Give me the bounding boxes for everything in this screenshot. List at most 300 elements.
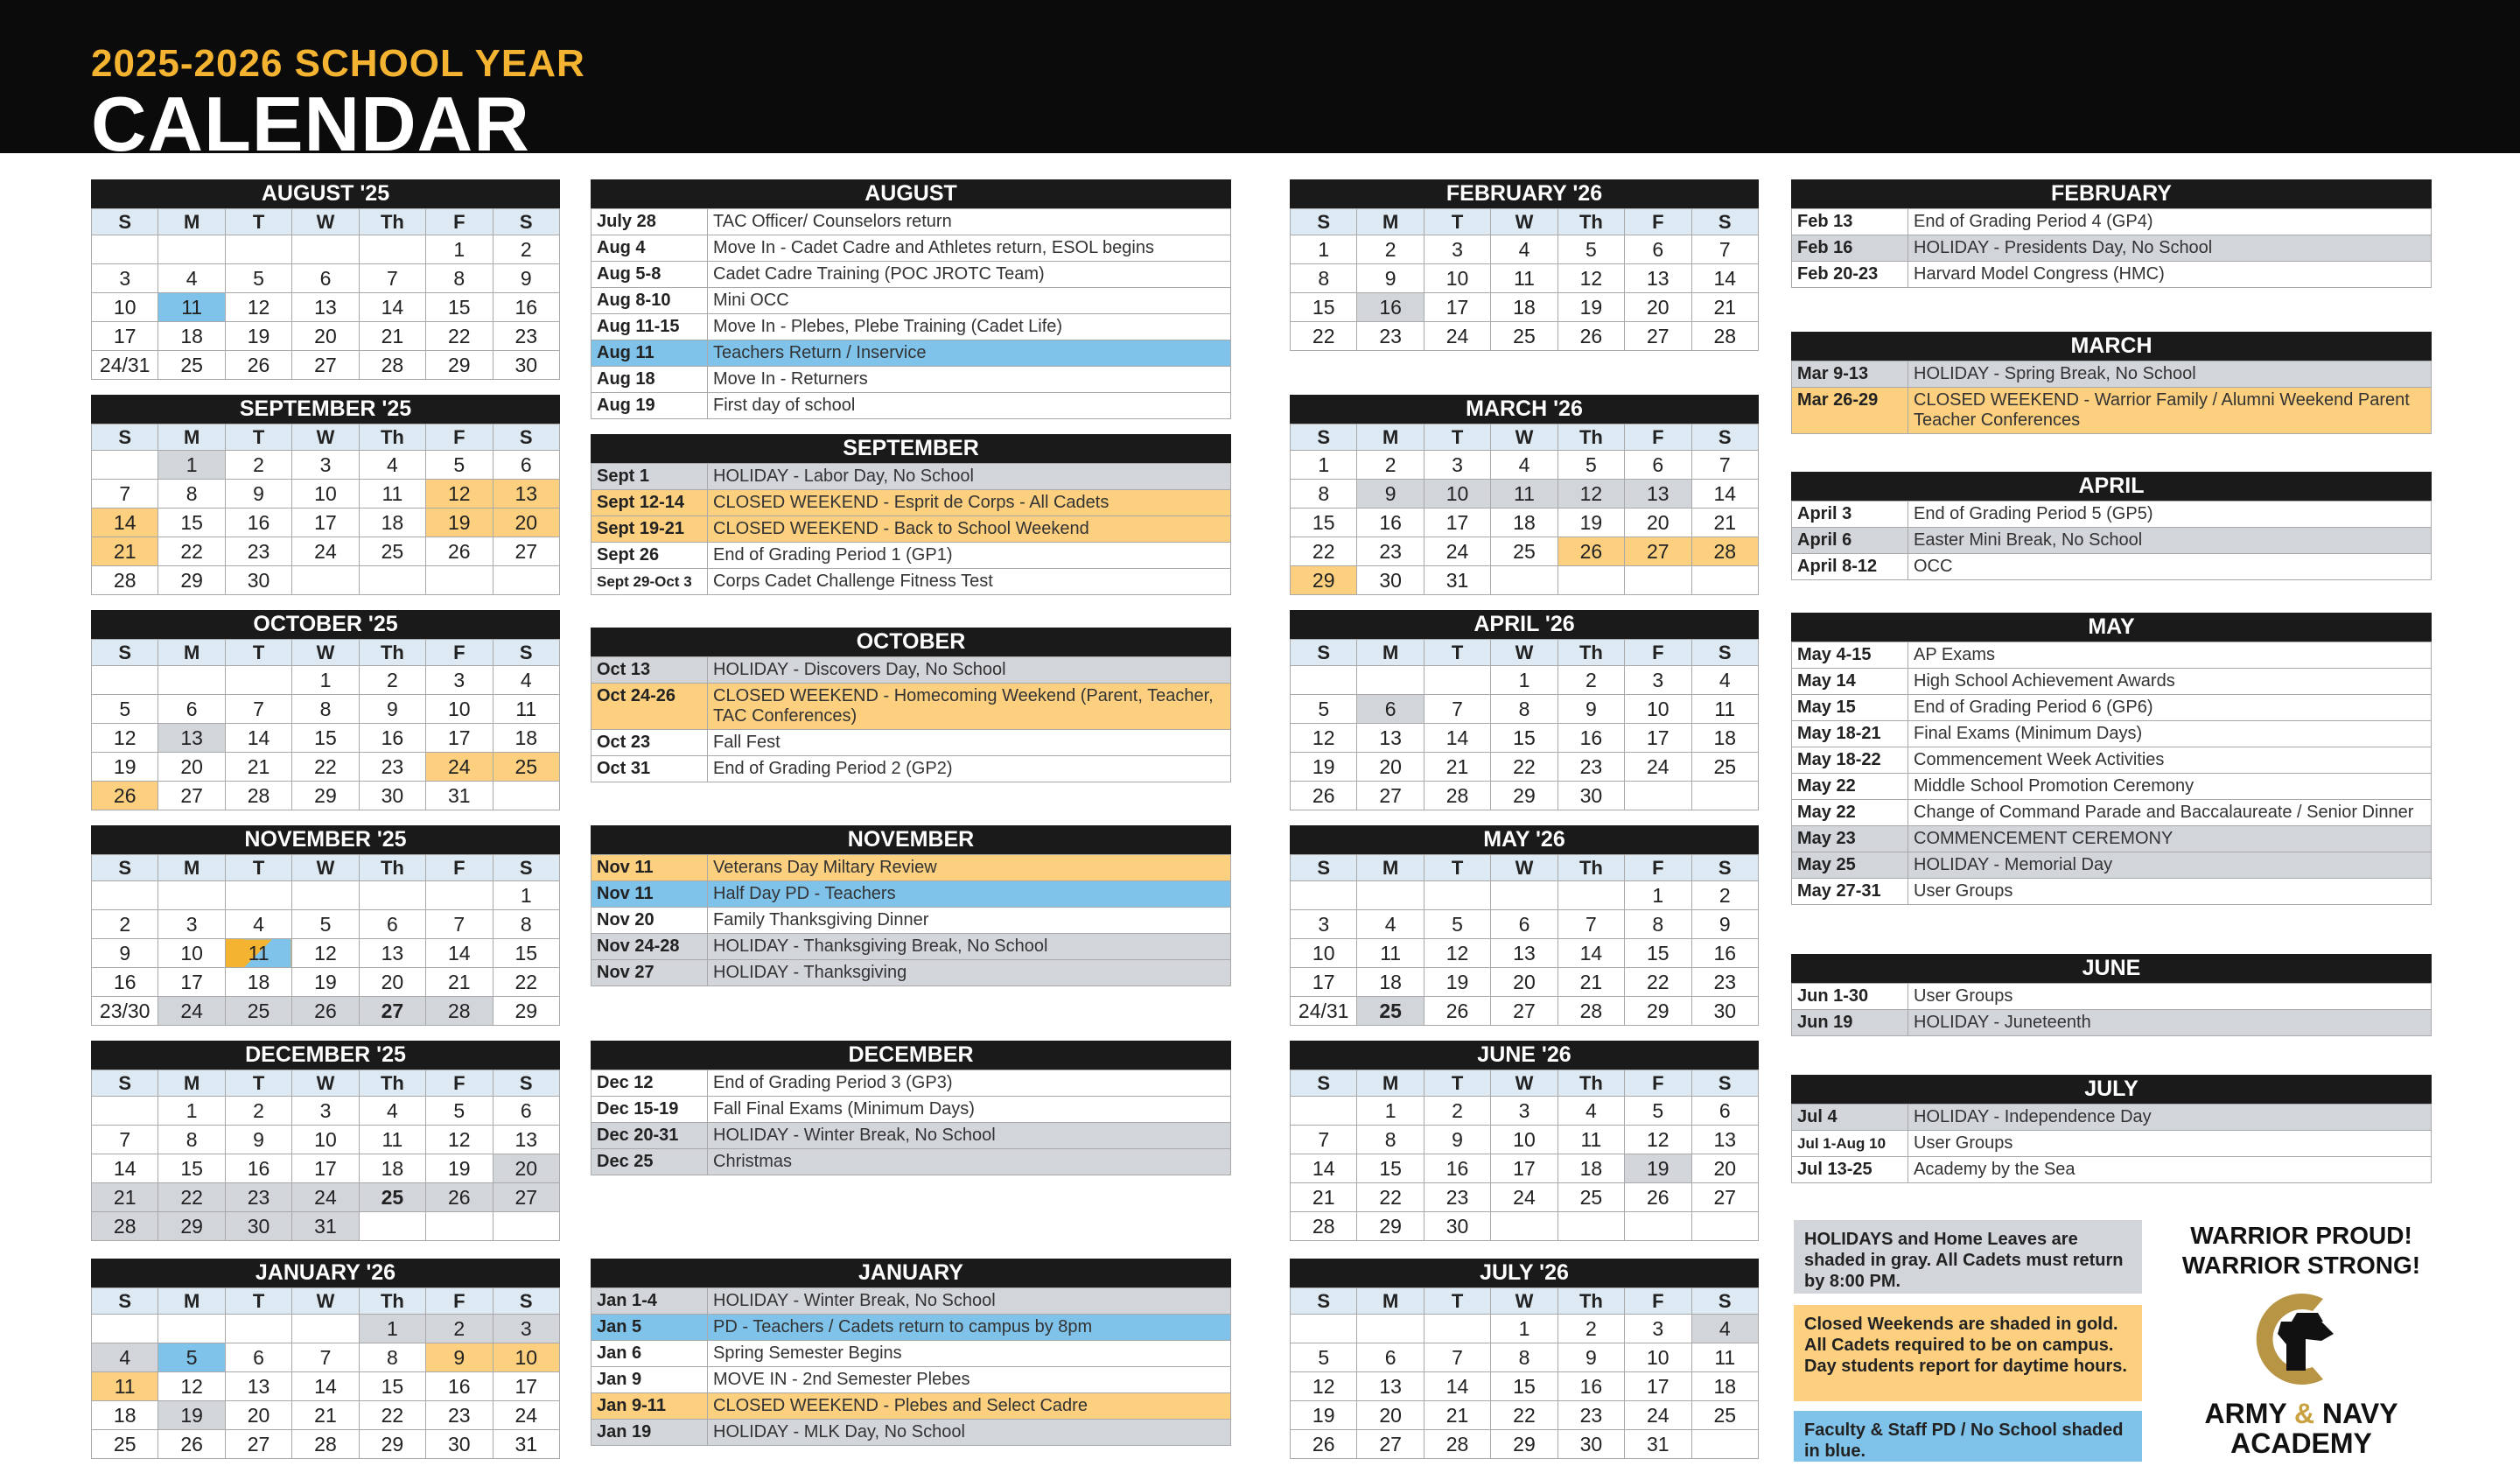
day-cell: 23 (359, 753, 425, 782)
day-cell: 4 (359, 1097, 425, 1126)
month-calendar-february-26 (1290, 179, 1759, 351)
day-cell: 27 (1357, 1430, 1424, 1459)
weekday-header: M (158, 855, 225, 881)
day-cell: 22 (359, 1401, 425, 1430)
day-cell: 1 (1625, 881, 1691, 910)
weekday-header: S (1291, 855, 1357, 881)
day-cell: 22 (158, 1183, 225, 1212)
day-cell: 19 (1291, 753, 1357, 782)
event-description: MOVE IN - 2nd Semester Plebes (708, 1367, 1231, 1393)
event-date: Aug 5-8 (592, 262, 708, 288)
event-description: Easter Mini Break, No School (1908, 528, 2432, 554)
month-calendar-november-25 (91, 825, 560, 1026)
month-calendar-september-25 (91, 395, 560, 595)
week-row (1291, 939, 1759, 968)
week-row (1291, 1315, 1759, 1343)
event-description: Veterans Day Miltary Review (708, 855, 1231, 881)
day-cell: 11 (1691, 1343, 1758, 1372)
day-cell: 24 (493, 1401, 559, 1430)
event-date: Dec 20-31 (592, 1123, 708, 1149)
slogan-line-2: WARRIOR STRONG! (2181, 1252, 2421, 1279)
day-cell: 3 (1291, 910, 1357, 939)
day-cell: 10 (1625, 695, 1691, 724)
event-description: CLOSED WEEKEND - Warrior Family / Alumni Weekend Parent Teacher Conferences (1908, 388, 2432, 434)
day-cell (292, 235, 359, 264)
event-description: HOLIDAY - Thanksgiving Break, No School (708, 934, 1231, 960)
event-description: Move In - Cadet Cadre and Athletes return, ESOL begins (708, 235, 1231, 262)
month-calendar-december-25 (91, 1041, 560, 1241)
events-month-title: NOVEMBER (591, 825, 1231, 854)
events-month-title: OCTOBER (591, 628, 1231, 656)
day-cell: 4 (158, 264, 225, 293)
day-cell: 7 (1424, 1343, 1490, 1372)
week-row (92, 997, 560, 1026)
weekday-header: F (1625, 1288, 1691, 1315)
day-cell: 12 (1291, 724, 1357, 753)
week-row (1291, 1372, 1759, 1401)
event-row (1792, 695, 2432, 721)
day-cell: 1 (493, 881, 559, 910)
event-description: HOLIDAY - Labor Day, No School (708, 464, 1231, 490)
day-cell: 19 (1625, 1154, 1691, 1183)
day-cell: 19 (1424, 968, 1490, 997)
day-cell (292, 1315, 359, 1343)
day-cell: 28 (92, 566, 158, 595)
weekday-header: F (426, 1288, 493, 1315)
day-cell: 13 (292, 293, 359, 322)
events-table (1791, 983, 2432, 1036)
week-row (1291, 695, 1759, 724)
events-table (591, 1070, 1231, 1175)
day-cell: 28 (92, 1212, 158, 1241)
academy-logo-icon (2236, 1287, 2367, 1392)
day-cell: 17 (426, 724, 493, 753)
day-cell: 22 (1357, 1183, 1424, 1212)
day-cell: 28 (1691, 322, 1758, 351)
day-cell: 9 (1558, 695, 1624, 724)
weekday-header: W (1491, 855, 1558, 881)
weekday-header: W (292, 640, 359, 666)
event-row (592, 934, 1231, 960)
day-cell: 21 (359, 322, 425, 351)
event-description: Move In - Returners (708, 367, 1231, 393)
day-cell: 23 (426, 1401, 493, 1430)
events-june (1791, 954, 2432, 1036)
day-cell: 3 (493, 1315, 559, 1343)
weekday-header: Th (359, 640, 425, 666)
day-cell: 20 (1357, 1401, 1424, 1430)
event-description: HOLIDAY - Thanksgiving (708, 960, 1231, 986)
week-row (92, 1126, 560, 1154)
events-month-title: JUNE (1791, 954, 2432, 983)
event-description: HOLIDAY - Winter Break, No School (708, 1123, 1231, 1149)
day-cell: 7 (1691, 235, 1758, 264)
day-cell: 25 (158, 351, 225, 380)
day-cell: 26 (225, 351, 291, 380)
week-row (92, 782, 560, 810)
day-cell: 15 (426, 293, 493, 322)
day-cell (225, 1315, 291, 1343)
weekday-header: W (1491, 209, 1558, 235)
month-title: JANUARY '26 (91, 1259, 560, 1287)
day-cell: 24 (158, 997, 225, 1026)
academy-word-army: ARMY (2204, 1398, 2287, 1429)
week-row (1291, 566, 1759, 595)
week-row (92, 264, 560, 293)
day-cell: 11 (359, 480, 425, 509)
event-description: AP Exams (1908, 642, 2432, 669)
events-month-title: DECEMBER (591, 1041, 1231, 1070)
weekday-header: T (225, 424, 291, 451)
day-cell: 9 (92, 939, 158, 968)
event-date: Feb 16 (1792, 235, 1908, 262)
event-date: Jan 9 (592, 1367, 708, 1393)
week-row (1291, 968, 1759, 997)
day-cell: 16 (1357, 509, 1424, 537)
day-cell: 8 (292, 695, 359, 724)
weekday-header: Th (359, 1288, 425, 1315)
day-cell: 17 (1424, 509, 1490, 537)
day-cell: 18 (1691, 724, 1758, 753)
day-cell: 8 (1357, 1126, 1424, 1154)
day-cell: 17 (158, 968, 225, 997)
day-cell (1491, 881, 1558, 910)
day-cell: 13 (1357, 724, 1424, 753)
day-cell: 19 (1291, 1401, 1357, 1430)
day-cell: 18 (225, 968, 291, 997)
day-cell (1357, 666, 1424, 695)
day-cell: 5 (1625, 1097, 1691, 1126)
day-cell: 9 (1558, 1343, 1624, 1372)
event-row (592, 262, 1231, 288)
day-cell: 1 (1291, 451, 1357, 480)
event-description: End of Grading Period 3 (GP3) (708, 1070, 1231, 1097)
events-january (591, 1259, 1231, 1446)
event-date: Jan 19 (592, 1420, 708, 1446)
event-date: April 8-12 (1792, 554, 1908, 580)
month-calendar-april-26 (1290, 610, 1759, 810)
day-cell: 7 (1691, 451, 1758, 480)
month-title: JULY '26 (1290, 1259, 1759, 1287)
day-cell: 19 (426, 509, 493, 537)
academy-name (2135, 1399, 2468, 1458)
day-cell: 16 (225, 509, 291, 537)
day-cell (92, 881, 158, 910)
event-description: CLOSED WEEKEND - Homecoming Weekend (Parent, Teacher, TAC Conferences) (708, 684, 1231, 730)
day-cell: 23 (493, 322, 559, 351)
event-date: Nov 20 (592, 908, 708, 934)
day-cell: 8 (158, 1126, 225, 1154)
week-row (1291, 293, 1759, 322)
day-cell: 1 (359, 1315, 425, 1343)
day-cell: 16 (92, 968, 158, 997)
day-cell: 2 (1357, 451, 1424, 480)
day-cell: 14 (1424, 724, 1490, 753)
day-cell (493, 1212, 559, 1241)
day-cell: 17 (1491, 1154, 1558, 1183)
day-cell: 5 (426, 1097, 493, 1126)
day-cell: 28 (1291, 1212, 1357, 1241)
event-description: High School Achievement Awards (1908, 669, 2432, 695)
day-cell: 12 (1558, 480, 1624, 509)
week-row (92, 1401, 560, 1430)
day-cell: 28 (292, 1430, 359, 1459)
day-cell: 26 (1558, 537, 1624, 566)
weekday-header: S (92, 855, 158, 881)
event-date: Oct 13 (592, 657, 708, 684)
event-row (1792, 984, 2432, 1010)
event-date: May 14 (1792, 669, 1908, 695)
day-cell: 29 (493, 997, 559, 1026)
day-cell (493, 566, 559, 595)
day-cell: 26 (92, 782, 158, 810)
week-row (1291, 1430, 1759, 1459)
day-cell: 30 (225, 566, 291, 595)
day-cell: 31 (426, 782, 493, 810)
event-date: Jan 1-4 (592, 1288, 708, 1315)
weekday-header: M (1357, 855, 1424, 881)
day-cell: 6 (225, 1343, 291, 1372)
day-cell: 17 (92, 322, 158, 351)
day-cell: 16 (225, 1154, 291, 1183)
month-title: APRIL '26 (1290, 610, 1759, 639)
day-cell: 9 (426, 1343, 493, 1372)
day-cell: 6 (359, 910, 425, 939)
day-cell (1291, 666, 1357, 695)
day-cell: 5 (225, 264, 291, 293)
week-row (92, 666, 560, 695)
event-date: Oct 24-26 (592, 684, 708, 730)
day-cell: 7 (292, 1343, 359, 1372)
weekday-header: S (92, 1288, 158, 1315)
day-cell: 29 (359, 1430, 425, 1459)
day-cell: 21 (1424, 753, 1490, 782)
events-month-title: MAY (1791, 613, 2432, 642)
day-cell: 7 (92, 1126, 158, 1154)
day-cell: 20 (493, 1154, 559, 1183)
week-row (92, 293, 560, 322)
month-calendar-march-26 (1290, 395, 1759, 595)
event-date: Sept 26 (592, 543, 708, 569)
week-row (1291, 753, 1759, 782)
weekday-header: F (1625, 209, 1691, 235)
day-cell: 26 (1558, 322, 1624, 351)
day-cell: 18 (493, 724, 559, 753)
day-cell: 28 (426, 997, 493, 1026)
day-cell: 18 (158, 322, 225, 351)
day-cell: 14 (92, 509, 158, 537)
day-cell: 12 (225, 293, 291, 322)
event-date: May 22 (1792, 774, 1908, 800)
day-cell: 31 (292, 1212, 359, 1241)
events-table (591, 1287, 1231, 1446)
day-cell: 2 (225, 1097, 291, 1126)
day-cell: 9 (1357, 480, 1424, 509)
weekday-header: S (92, 209, 158, 235)
event-date: Oct 23 (592, 730, 708, 756)
day-cell: 2 (1424, 1097, 1490, 1126)
week-row (92, 235, 560, 264)
day-cell (1625, 782, 1691, 810)
event-row (592, 1123, 1231, 1149)
event-row (592, 490, 1231, 516)
weekday-header: S (1691, 209, 1758, 235)
day-cell: 23 (1558, 753, 1624, 782)
day-cell: 1 (158, 451, 225, 480)
day-cell: 23 (1424, 1183, 1490, 1212)
weekday-header: Th (1558, 855, 1624, 881)
event-row (592, 1341, 1231, 1367)
weekday-header: M (158, 1288, 225, 1315)
day-cell: 30 (225, 1212, 291, 1241)
day-cell: 13 (493, 480, 559, 509)
event-description: OCC (1908, 554, 2432, 580)
day-cell: 3 (1424, 451, 1490, 480)
day-cell (359, 566, 425, 595)
events-may (1791, 613, 2432, 905)
day-cell: 9 (359, 695, 425, 724)
day-cell: 5 (292, 910, 359, 939)
event-description: HOLIDAY - Discovers Day, No School (708, 657, 1231, 684)
day-cell: 24 (292, 1183, 359, 1212)
legend-closed-weekends: Closed Weekends are shaded in gold. All Cadets required to be on campus. Day students report for daytime hours. (1794, 1305, 2142, 1401)
day-cell: 6 (292, 264, 359, 293)
day-cell: 23 (1558, 1401, 1624, 1430)
day-cell: 21 (1424, 1401, 1490, 1430)
week-row (1291, 1212, 1759, 1241)
event-description: HOLIDAY - Juneteenth (1908, 1010, 2432, 1036)
day-cell: 3 (158, 910, 225, 939)
event-row (592, 756, 1231, 782)
day-cell: 6 (1357, 1343, 1424, 1372)
day-cell: 4 (1491, 235, 1558, 264)
day-cell: 24/31 (92, 351, 158, 380)
day-cell: 8 (1491, 695, 1558, 724)
day-cell: 14 (359, 293, 425, 322)
event-date: Dec 12 (592, 1070, 708, 1097)
day-cell: 11 (359, 1126, 425, 1154)
day-cell: 10 (1491, 1126, 1558, 1154)
day-cell: 12 (1625, 1126, 1691, 1154)
week-row (92, 1154, 560, 1183)
day-cell: 26 (1291, 1430, 1357, 1459)
day-cell (1691, 1212, 1758, 1241)
day-cell: 15 (1625, 939, 1691, 968)
event-description: Corps Cadet Challenge Fitness Test (708, 569, 1231, 595)
day-cell: 9 (1424, 1126, 1490, 1154)
event-date: Oct 31 (592, 756, 708, 782)
slogan (2135, 1221, 2468, 1280)
day-cell: 26 (158, 1430, 225, 1459)
day-cell: 8 (359, 1343, 425, 1372)
event-row (1792, 826, 2432, 852)
day-cell: 12 (92, 724, 158, 753)
event-row (1792, 879, 2432, 905)
day-cell: 20 (493, 509, 559, 537)
day-cell: 18 (1491, 293, 1558, 322)
week-row (1291, 322, 1759, 351)
day-cell: 22 (1291, 322, 1357, 351)
day-cell: 19 (225, 322, 291, 351)
day-cell: 15 (359, 1372, 425, 1401)
week-row (92, 480, 560, 509)
event-description: Commencement Week Activities (1908, 747, 2432, 774)
event-row (592, 209, 1231, 235)
week-row (1291, 451, 1759, 480)
event-row (592, 730, 1231, 756)
day-cell: 29 (292, 782, 359, 810)
day-cell: 21 (1291, 1183, 1357, 1212)
month-title: SEPTEMBER '25 (91, 395, 560, 424)
day-cell: 6 (1691, 1097, 1758, 1126)
day-cell: 18 (1558, 1154, 1624, 1183)
day-cell: 31 (1424, 566, 1490, 595)
month-title: MAY '26 (1290, 825, 1759, 854)
day-cell: 29 (1357, 1212, 1424, 1241)
event-description: TAC Officer/ Counselors return (708, 209, 1231, 235)
day-cell: 22 (1491, 1401, 1558, 1430)
events-july (1791, 1075, 2432, 1183)
day-cell (1424, 1315, 1490, 1343)
day-cell: 10 (292, 480, 359, 509)
events-august (591, 179, 1231, 419)
day-cell: 24 (1625, 753, 1691, 782)
day-cell: 7 (225, 695, 291, 724)
day-cell (1558, 1212, 1624, 1241)
events-october (591, 628, 1231, 782)
day-cell: 25 (1491, 322, 1558, 351)
day-cell: 11 (92, 1372, 158, 1401)
day-cell: 4 (1558, 1097, 1624, 1126)
day-cell: 7 (1558, 910, 1624, 939)
week-row (92, 939, 560, 968)
day-cell: 10 (92, 293, 158, 322)
day-cell: 26 (292, 997, 359, 1026)
day-cell: 14 (1291, 1154, 1357, 1183)
weekday-header: S (1291, 209, 1357, 235)
day-cell: 12 (426, 1126, 493, 1154)
week-row (1291, 235, 1759, 264)
day-cell (158, 666, 225, 695)
week-row (1291, 264, 1759, 293)
day-cell (1424, 666, 1490, 695)
event-date: May 22 (1792, 800, 1908, 826)
event-row (1792, 721, 2432, 747)
month-calendar-june-26 (1290, 1041, 1759, 1241)
event-row (592, 881, 1231, 908)
day-cell: 15 (493, 939, 559, 968)
event-description: Middle School Promotion Ceremony (1908, 774, 2432, 800)
event-description: Fall Final Exams (Minimum Days) (708, 1097, 1231, 1123)
day-cell: 5 (1424, 910, 1490, 939)
day-cell: 4 (359, 451, 425, 480)
weekday-header: S (1291, 640, 1357, 666)
event-date: Jul 4 (1792, 1105, 1908, 1131)
weekday-header: T (1424, 209, 1490, 235)
events-table (591, 854, 1231, 986)
day-cell: 19 (292, 968, 359, 997)
day-cell: 5 (1291, 1343, 1357, 1372)
event-row (1792, 209, 2432, 235)
weekday-header: W (1491, 424, 1558, 451)
day-cell: 25 (359, 537, 425, 566)
events-table (1791, 208, 2432, 288)
week-row (92, 1097, 560, 1126)
day-cell: 25 (1357, 997, 1424, 1026)
event-row (592, 1097, 1231, 1123)
day-cell: 25 (225, 997, 291, 1026)
day-cell: 30 (1424, 1212, 1490, 1241)
